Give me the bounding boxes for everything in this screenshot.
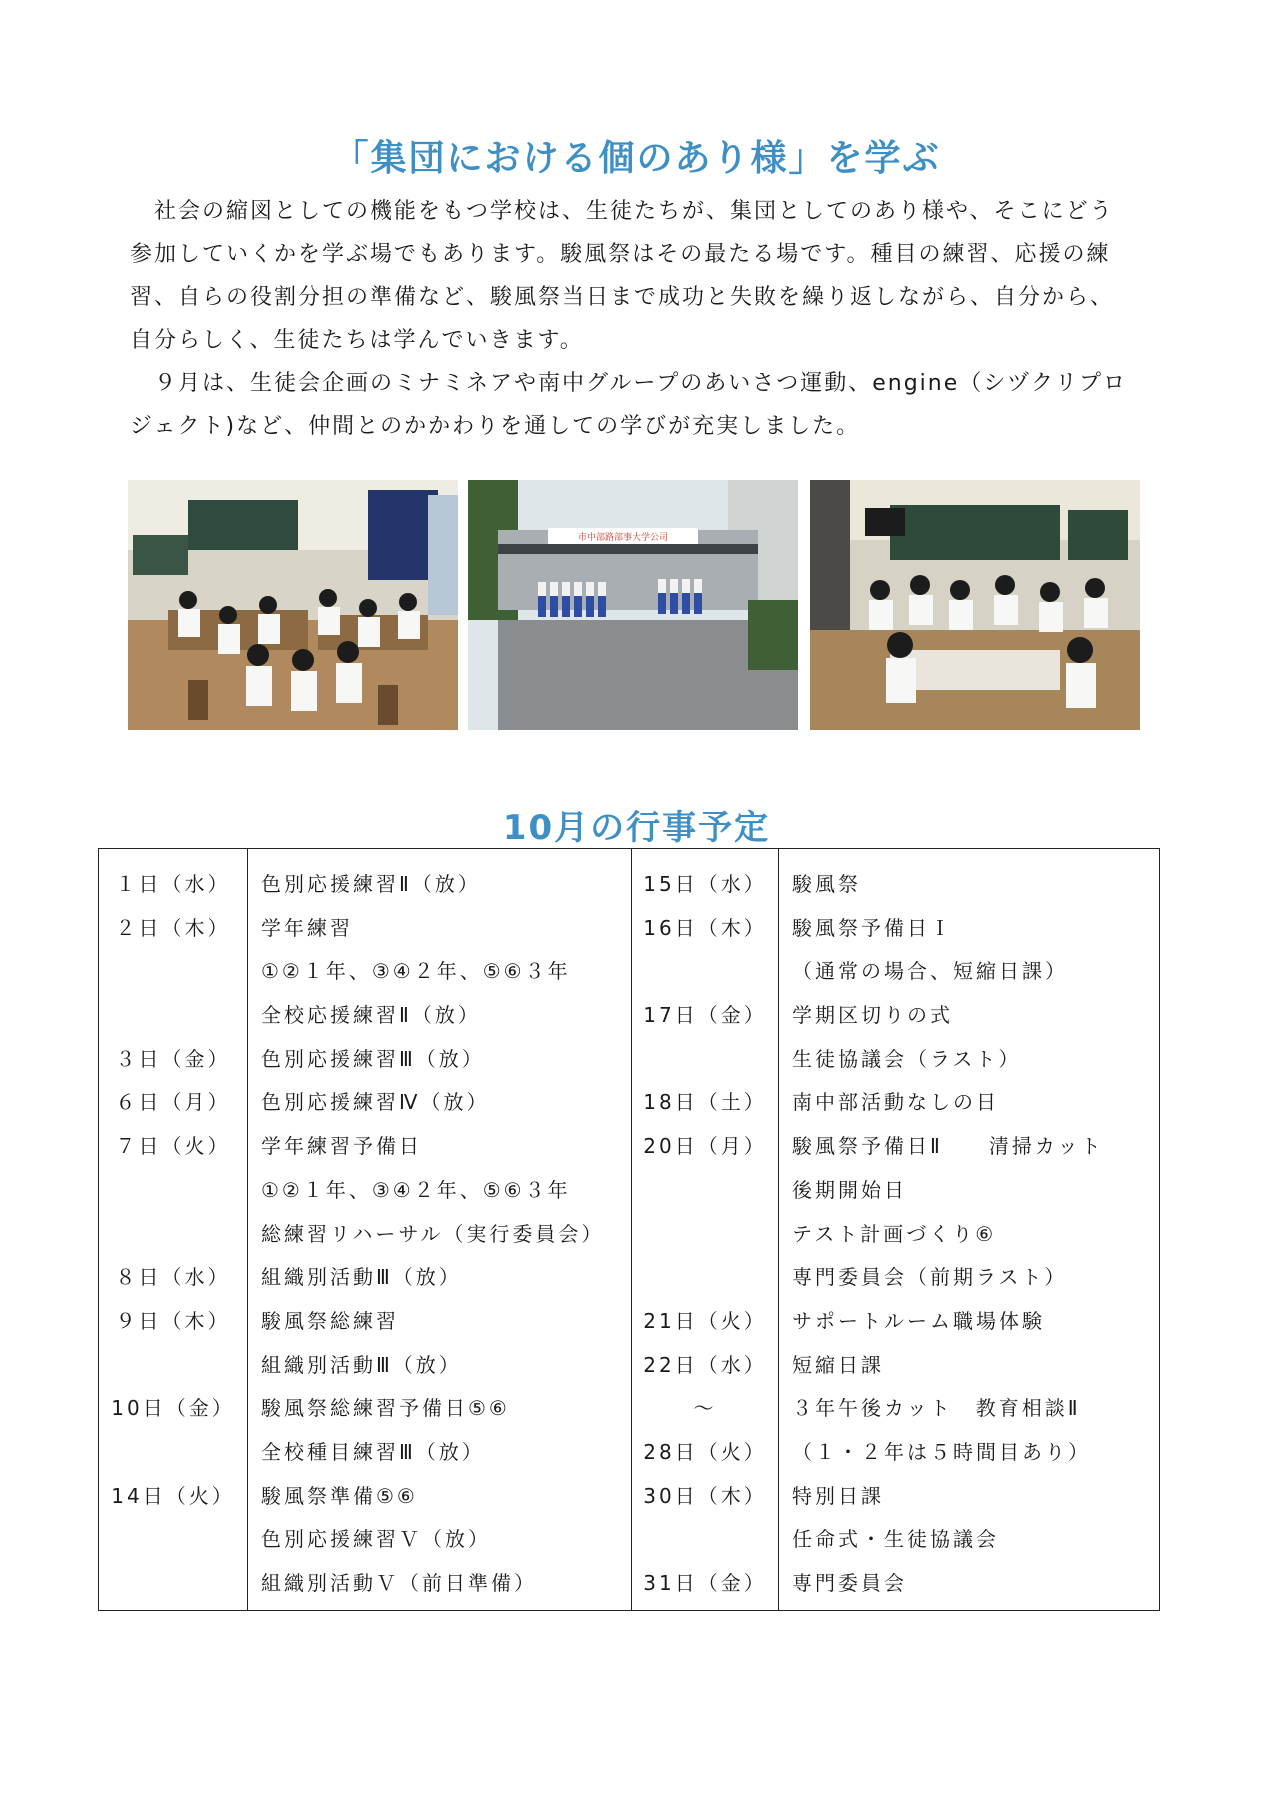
schedule-date [632,1518,778,1562]
schedule-event: 特別日課 [792,1483,884,1508]
schedule-date: ～ [693,1396,717,1421]
schedule-date [99,950,247,994]
schedule-date: 15日（水） [643,872,767,896]
schedule-event: 全校応援練習Ⅱ（放） [261,1003,481,1028]
photo-students-outside-building [468,480,798,730]
schedule-date: ８日（水） [115,1265,231,1290]
section-title-group: 「集団における個のあり様」を学ぶ [332,138,941,179]
schedule-date: ６日（月） [115,1090,231,1115]
photo-classroom-group [128,480,458,730]
schedule-date: ９日（木） [115,1308,231,1333]
schedule-event: 駿風祭予備日Ⅱ 清掃カット [792,1134,1104,1159]
schedule-date [99,994,247,1038]
schedule-event: 学年練習予備日 [261,1134,422,1159]
schedule-date [99,1344,247,1388]
schedule-event: 全校種目練習Ⅲ（放） [261,1439,485,1464]
schedule-date: 17日（金） [643,1003,767,1028]
schedule-event: ３年午後カット 教育相談Ⅱ [792,1396,1081,1421]
schedule-left-dates [99,863,247,1606]
schedule-event: 駿風祭 [792,872,861,896]
schedule-date: 18日（土） [643,1090,767,1115]
schedule-event: サポートルーム職場体験 [792,1308,1045,1333]
schedule-event: 色別応援練習Ⅲ（放） [261,1046,485,1071]
schedule-event: 後期開始日 [792,1177,907,1202]
building-sign: 市中部路部事大学公司 [577,533,669,543]
schedule-event: テスト計画づくり⑥ [792,1221,997,1246]
section-title-schedule: 10月の行事予定 [502,808,771,848]
schedule-event: 色別応援練習Ⅳ（放） [261,1090,490,1115]
intro-paragraph-2: ９月は、生徒会企画のミナミネアや南中グループのあいさつ運動、engine（シヅクリプロジェクト)など、仲間とのかかわりを通しての学びが充実しました。 [130,371,1128,439]
schedule-date: 21日（火） [643,1308,767,1333]
schedule-date: 14日（火） [111,1483,235,1508]
schedule-date: ７日（火） [115,1134,231,1159]
schedule-right-events [792,863,1154,1606]
schedule-event: 南中部活動なしの日 [792,1090,999,1115]
column-divider [778,849,779,1610]
schedule-date [632,1038,778,1082]
schedule-date: 16日（木） [643,915,767,940]
schedule-date [632,1169,778,1213]
schedule-event: 組織別活動Ｖ（前日準備） [261,1571,537,1595]
schedule-date [99,1518,247,1562]
schedule-date [632,1256,778,1300]
photo-classroom-presentation [810,480,1140,730]
schedule-event: （１・２年は５時間目あり） [792,1439,1091,1464]
intro-text [130,190,1130,448]
photo-strip [128,480,1143,730]
schedule-event: 学期区切りの式 [792,1003,953,1028]
schedule-event: 短縮日課 [792,1352,884,1377]
schedule-date: １日（水） [115,872,231,896]
schedule-event: 専門委員会 [792,1571,907,1595]
schedule-right-dates [632,863,778,1606]
schedule-event: 組織別活動Ⅲ（放） [261,1265,462,1290]
schedule-date [632,1213,778,1257]
schedule-date [99,1213,247,1257]
schedule-date: 22日（水） [643,1352,767,1377]
schedule-event: 色別応援練習Ⅱ（放） [261,872,481,896]
schedule-event: 任命式・生徒協議会 [792,1527,999,1552]
schedule-event: ①②１年、③④２年、⑤⑥３年 [261,959,571,984]
schedule-event: 専門委員会（前期ラスト） [792,1265,1068,1290]
schedule-event: 駿風祭準備⑤⑥ [261,1483,418,1508]
intro-paragraph-1: 社会の縮図としての機能をもつ学校は、生徒たちが、集団としてのあり様や、そこにどう参加していくかを学ぶ場でもあります。駿風祭はその最たる場です。種目の練習、応援の練習、自らの役割分担の準備など、駿風祭当日まで成功と失敗を繰り返しながら、自分から、自分らしく、生徒たちは学んでいきます。 [130,199,1115,353]
column-divider [247,849,248,1610]
schedule-date [99,1431,247,1475]
schedule-event: 色別応援練習Ｖ（放） [261,1527,491,1552]
schedule-event: 学年練習 [261,915,353,940]
schedule-event: ①②１年、③④２年、⑤⑥３年 [261,1177,571,1202]
schedule-event: 組織別活動Ⅲ（放） [261,1352,462,1377]
schedule-event: 総練習リハーサル（実行委員会） [261,1221,605,1246]
schedule-date: 30日（木） [643,1483,767,1508]
schedule-date [99,1169,247,1213]
schedule-date: ２日（木） [115,915,231,940]
schedule-table [98,848,1160,1611]
schedule-date [99,1562,247,1606]
schedule-date: ３日（金） [115,1046,231,1071]
schedule-event: 駿風祭予備日Ｉ [792,915,953,940]
schedule-date: 28日（火） [643,1439,767,1464]
schedule-date [632,950,778,994]
schedule-left-events [261,863,626,1606]
schedule-date: 10日（金） [111,1396,235,1421]
schedule-event: （通常の場合、短縮日課） [792,959,1068,984]
schedule-date: 20日（月） [643,1134,767,1159]
schedule-event: 駿風祭総練習予備日⑤⑥ [261,1396,510,1421]
schedule-event: 駿風祭総練習 [261,1308,399,1333]
schedule-event: 生徒協議会（ラスト） [792,1046,1022,1071]
schedule-date: 31日（金） [643,1571,767,1595]
